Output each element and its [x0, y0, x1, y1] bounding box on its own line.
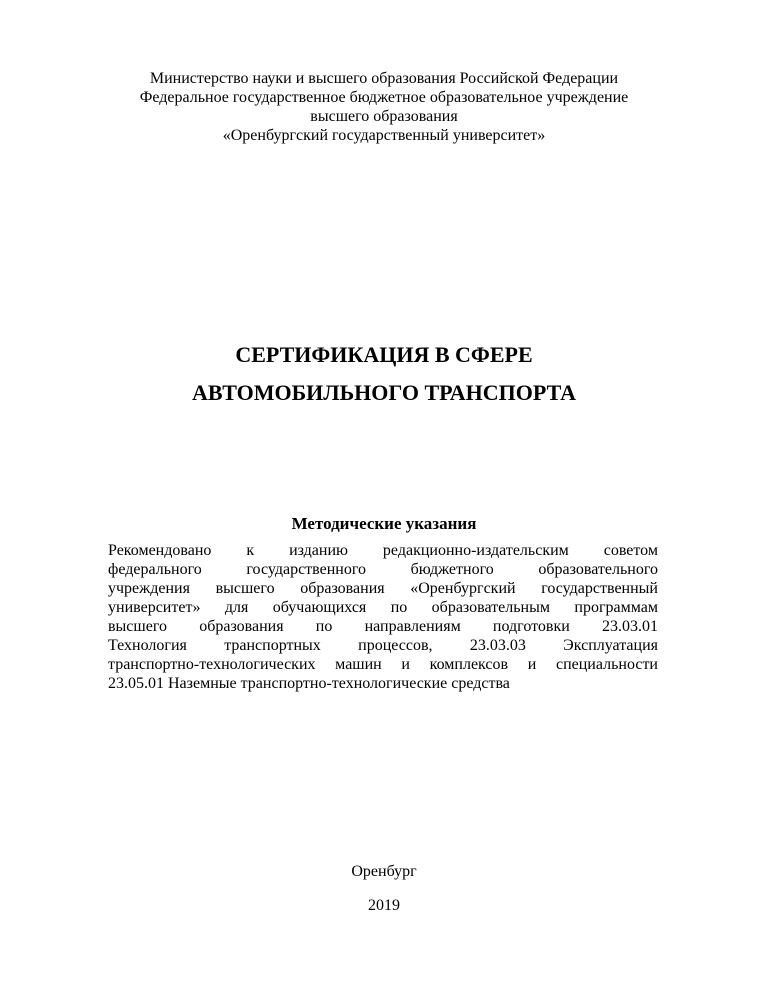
institution-type-line: Федеральное государственное бюджетное образовательное учреждение [139, 89, 629, 106]
recommendation-line: университет» для обучающихся по образовательным программам [108, 599, 658, 616]
imprint-footer [0, 855, 768, 923]
recommendation-paragraph [108, 541, 658, 693]
recommendation-line: Рекомендовано к изданию редакционно-издательским советом [108, 542, 658, 559]
recommendation-line: транспортно-технологических машин и комплексов и специальности [108, 656, 658, 673]
publisher-header [0, 69, 768, 145]
document-type: Методические указания [291, 514, 477, 533]
recommendation-line: федерального государственного бюджетного образовательного [108, 561, 658, 578]
title-line-1: СЕРТИФИКАЦИЯ В СФЕРЕ [235, 342, 533, 367]
education-level-line: высшего образования [310, 108, 458, 125]
title-line-2: АВТОМОБИЛЬНОГО ТРАНСПОРТА [191, 380, 577, 405]
document-title [0, 336, 768, 412]
ministry-line: Министерство науки и высшего образования Российской Федерации [149, 70, 619, 87]
city: Оренбург [351, 863, 417, 880]
university-name-line: «Оренбургский государственный университет» [222, 127, 546, 144]
recommendation-line: учреждения высшего образования «Оренбургский государственный [108, 580, 658, 597]
recommendation-line: 23.05.01 Наземные транспортно-технологические средства [108, 675, 510, 692]
recommendation-line: Технология транспортных процессов, 23.03.03 Эксплуатация [108, 637, 658, 654]
year: 2019 [368, 897, 400, 914]
recommendation-line: высшего образования по направлениям подготовки 23.03.01 [108, 618, 658, 635]
